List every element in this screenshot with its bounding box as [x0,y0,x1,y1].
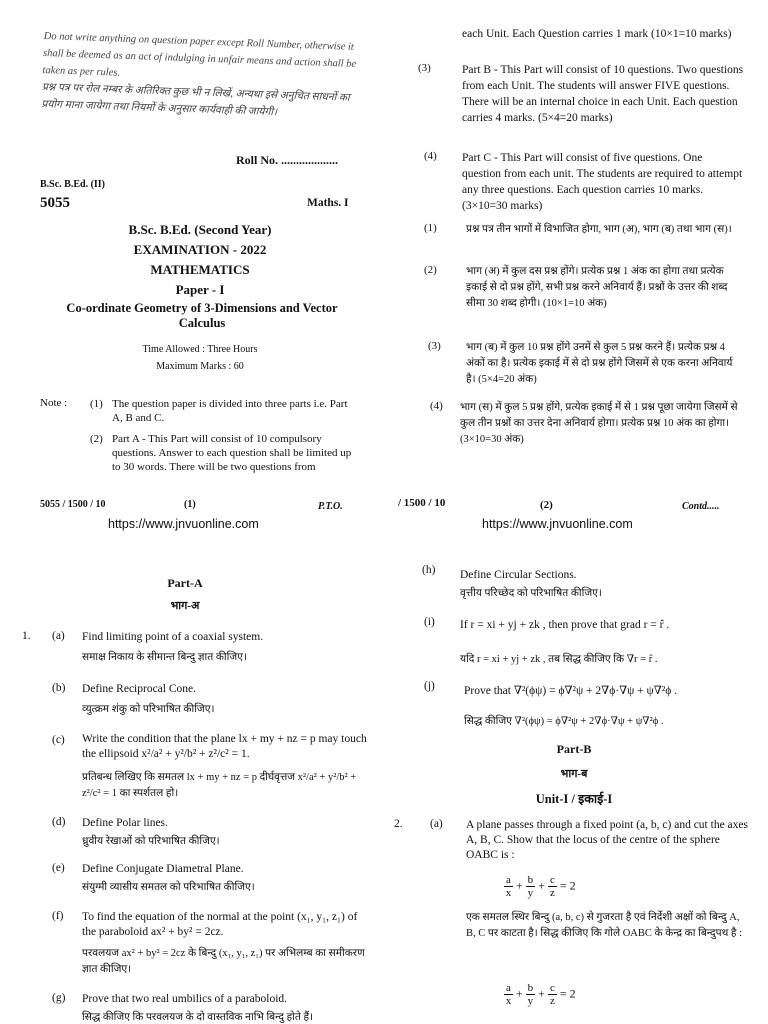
q1h-text-hindi: वृत्तीय परिच्छेद को परिभाषित कीजिए। [460,588,602,599]
note-3: Part B - This Part will consist of 10 questions. Two questions from each Unit. The students will answer FIVE questions. There will be an internal choice in each Unit. Each question carries 4 marks. (5×4=20 marks) [462,64,744,124]
q1c-text-hindi: प्रतिबन्ध लिखिए कि समतल lx + my + nz = p दीर्घवृत्तज x²/a² + y²/b² + z²/c² = 1 का स्पर्शतल हो। [82,772,357,799]
source-url: https://www.jnvuonline.com [108,517,259,531]
q1d-text: Define Polar lines. [82,817,168,829]
time-allowed: Time Allowed : Three Hours [142,344,258,355]
unit-heading: Unit-I / इकाई-I [535,792,613,806]
max-marks: Maximum Marks : 60 [156,361,244,372]
question-number: 1. [22,630,31,642]
question-number: 2. [394,818,403,830]
note-2: Part A - This Part will consist of 10 compulsory questions. Answer to each question shall be limited up to 30 words. There will be two questions from [112,433,352,473]
q1i-label: (i) [424,616,435,628]
subject-code: Maths. I [307,197,349,209]
part-b-heading-hindi: भाग-ब [560,768,588,780]
q1c-label: (c) [52,734,65,746]
fraction-denominator: y [527,887,534,899]
note-4: Part C - This Part will consist of five questions. One question from each unit. The students are required to attempt any three questions. Each question carries 10 marks. (3×10=30 marks) [462,152,743,212]
subject-title: MATHEMATICS [150,262,250,277]
note-4-number: (4) [424,150,437,162]
q1a-label: (a) [52,630,65,642]
hindi-note-2-number: (2) [424,264,437,276]
q1g-text: Prove that two real umbilics of a paraboloid. [82,993,288,1005]
fraction-denominator: x [505,995,512,1007]
q1h-text: Define Circular Sections. [460,569,577,581]
part-b-heading: Part-B [556,742,592,756]
course-code: B.Sc. B.Ed. (II) [40,179,106,190]
paper-title: Paper - I [175,282,225,297]
pto-label: P.T.O. [318,501,343,512]
exam-title: EXAMINATION - 2022 [133,242,267,257]
fraction-numerator: c [549,874,555,886]
equation-rhs: = 2 [559,878,576,893]
exam-page-2 [384,0,768,531]
continued-label: Contd..... [682,501,720,512]
fraction-denominator: z [549,887,555,899]
q1j-label: (j) [424,680,435,692]
hindi-note-3: भाग (ब) में कुल 10 प्रश्न होंगे उनमें से कुल 5 प्रश्न करने हैं। प्रत्येक प्रश्न 4 अंकों का है। प्रत्येक इकाई में से दो प्रश्न होंगे जिसमें से एक करना अनिवार्य है। (5×4=20 अंक) [466,342,733,385]
roll-number-field: Roll No. ................... [236,153,338,167]
q1j-text-hindi: सिद्ध कीजिए ∇²(ϕψ) = ϕ∇²ψ + 2∇ϕ·∇ψ + ψ∇²ϕ . [464,716,664,727]
exam-page-4 [384,512,768,1024]
warning-english: Do not write anything on question paper except Roll Number, otherwise it shall be deemed as an act of indulging in unfair means and action shall be taken as per rules. [42,30,357,79]
warning-instructions [41,28,364,124]
hindi-note-1-number: (1) [424,222,437,234]
q1f-label: (f) [52,910,64,922]
fraction-numerator: b [527,982,534,994]
q1h-label: (h) [422,564,436,576]
q1f-text-hindi: परवलयज ax² + by² = 2cz के बिन्दु (x₁, y₁, z₁) पर अभिलम्ब का समीकरण ज्ञात कीजिए। [82,948,365,975]
q1e-text-hindi: संयुग्मी व्यासीय समतल को परिभाषित कीजिए। [82,882,255,893]
q1b-label: (b) [52,682,66,694]
q1a-text-hindi: समाक्ष निकाय के सीमान्त बिन्दु ज्ञात कीजिए। [82,652,247,663]
part-a-continued: each Unit. Each Question carries 1 mark (10×1=10 marks) [462,28,732,40]
equation-rhs: = 2 [559,986,576,1001]
fraction-numerator: c [549,982,555,994]
q1j-text: Prove that ∇²(ϕψ) = ϕ∇²ψ + 2∇ϕ·∇ψ + ψ∇²ϕ . [464,685,678,697]
hindi-note-1: प्रश्न पत्र तीन भागों में विभाजित होगा, भाग (अ), भाग (ब) तथा भाग (स)। [466,224,732,235]
footer-code: / 1500 / 10 [398,497,446,509]
fraction-numerator: b [527,874,534,886]
paper-subject-title: Co-ordinate Geometry of 3-Dimensions and Vector Calculus [66,301,338,330]
note-1: The question paper is divided into three parts i.e. Part A, B and C. [112,398,348,424]
fraction-denominator: z [549,995,555,1007]
q1g-label: (g) [52,992,66,1004]
q1d-label: (d) [52,816,66,828]
q2a-label: (a) [430,818,443,830]
q1i-text: If r = xi + yj + zk , then prove that grad r = r̂ . [460,619,670,631]
source-url: https://www.jnvuonline.com [482,517,633,531]
q1b-text: Define Reciprocal Cone. [82,683,196,695]
locus-equation-repeat: $\frac{a}{x}$ + $\frac{b}{y}$ + $\frac{c}{z}$ = 2 [505,982,576,1007]
fraction-denominator: x [505,887,512,899]
hindi-note-4-number: (4) [430,400,443,412]
q1b-text-hindi: व्युत्क्रम शंकु को परिभाषित कीजिए। [82,704,215,715]
course-title: B.Sc. B.Ed. (Second Year) [128,222,272,237]
note-1-number: (1) [90,398,103,410]
q2a-text-hindi: एक समतल स्थिर बिन्दु (a, b, c) से गुजरता है एवं निर्देशी अक्षों को बिन्दु A, B, C पर काटता है। सिद्ध कीजिए कि गोले OABC के केन्द्र का बिन्दुपथ है : [466,912,743,939]
note-2-number: (2) [90,433,103,445]
page-number: (1) [184,499,196,510]
locus-equation: $\frac{a}{x}$ + $\frac{b}{y}$ + $\frac{c}{z}$ = 2 [505,874,576,899]
q1a-text: Find limiting point of a coaxial system. [82,631,264,643]
q1d-text-hindi: ध्रुवीय रेखाओं को परिभाषित कीजिए। [82,836,220,847]
part-a-heading: Part-A [167,576,203,590]
part-a-heading-hindi: भाग-अ [170,600,200,612]
hindi-note-2: भाग (अ) में कुल दस प्रश्न होंगे। प्रत्येक प्रश्न 1 अंक का होगा तथा प्रत्येक इकाई से दो प्रश्न होंगे, सभी प्रश्न करने अनिवार्य हैं। प्रश्नों के उत्तर की शब्द सीमा 30 शब्द होगी। (10×1=10 अंक) [466,266,728,309]
fraction-numerator: a [506,874,511,886]
exam-page-3 [0,512,384,1024]
fraction-numerator: a [506,982,511,994]
q1e-label: (e) [52,862,65,874]
hindi-note-3-number: (3) [428,340,441,352]
q2a-text: A plane passes through a fixed point (a, b, c) and cut the axes A, B, C. Show that the locus of the centre of the sphere OABC is : [466,819,748,861]
q1e-text: Define Conjugate Diametral Plane. [82,863,244,875]
note-3-number: (3) [418,62,431,74]
q1c-text: Write the condition that the plane lx + my + nz = p may touch the ellipsoid x²/a² + y²/b² + z²/c² = 1. [82,733,367,760]
hindi-note-4: भाग (स) में कुल 5 प्रश्न होंगे, प्रत्येक इकाई में से 1 प्रश्न पूछा जायेगा जिसमें से कुल तीन प्रश्नों का उत्तर देना अनिवार्य होगा। प्रत्येक प्रश्न 10 अंक का होगा। (3×10=30 अंक) [460,402,738,445]
q1i-text-hindi: यदि r = xi + yj + zk , तब सिद्ध कीजिए कि ∇r = r̂ . [460,654,658,665]
fraction-denominator: y [527,995,534,1007]
warning-hindi: प्रश्न पत्र पर रोल नम्बर के अतिरिक्त कुछ भी न लिखें, अन्यथा इसे अनुचित साधनों का प्रयोग माना जायेगा तथा नियमों के अनुसार कार्यवाही की जायेगी। [41,81,350,119]
q1f-text: To find the equation of the normal at the point (x₁, y₁, z₁) of the paraboloid ax² + by² = 2cz. [82,911,358,938]
q1g-text-hindi: सिद्ध कीजिए कि परवलयज के दो वास्तविक नाभि बिन्दु होते हैं। [82,1012,314,1023]
paper-code: 5055 [40,195,70,211]
note-label: Note : [40,397,68,409]
footer-code: 5055 / 1500 / 10 [40,499,106,510]
page-number: (2) [540,499,553,511]
exam-page-1 [0,0,384,531]
